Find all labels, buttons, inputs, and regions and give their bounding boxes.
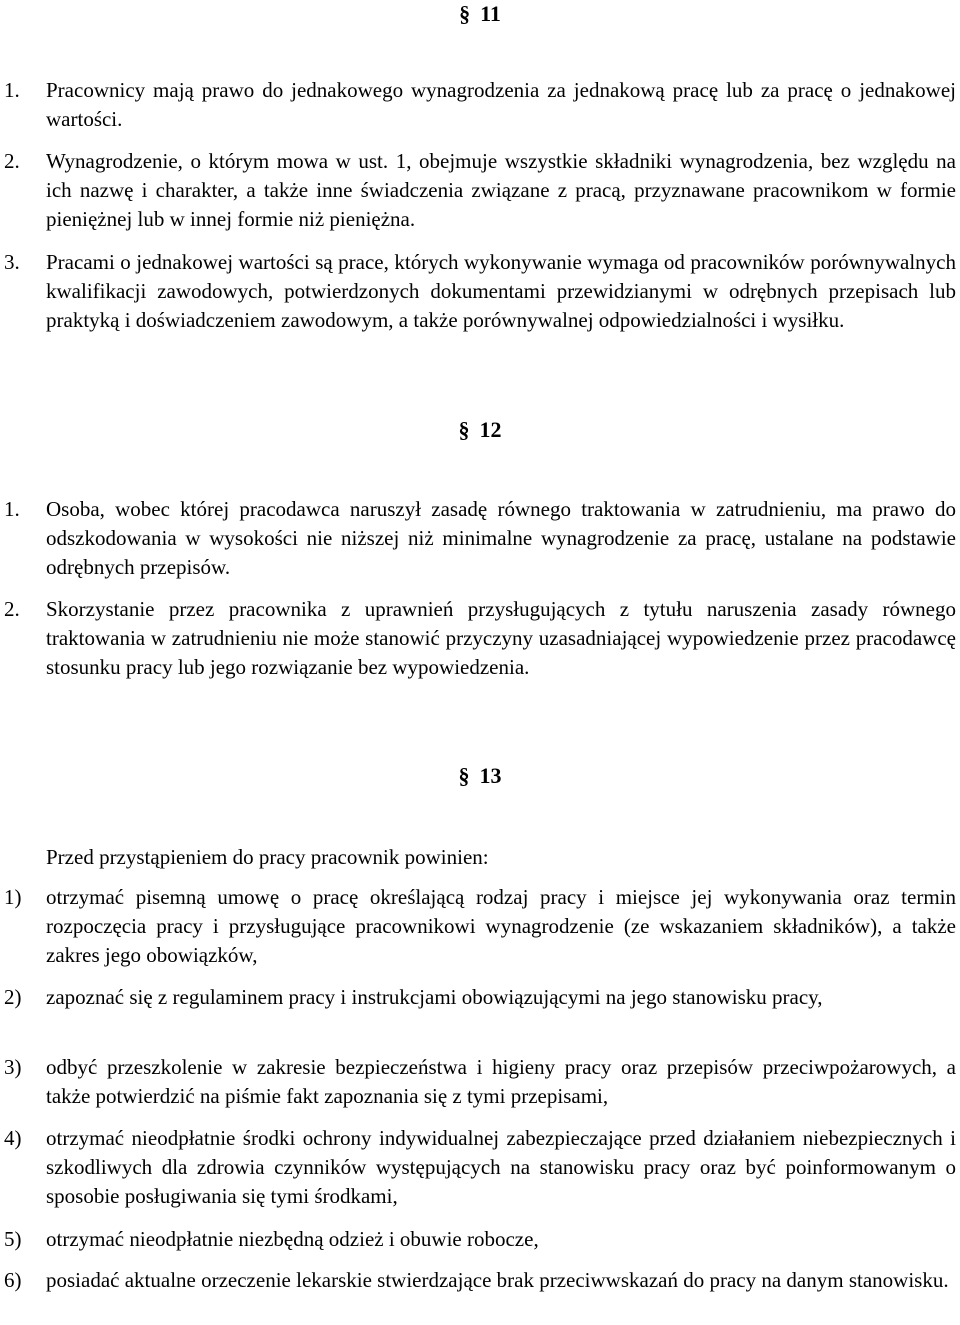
section-heading-11 <box>0 2 960 26</box>
list-item-text: posiadać aktualne orzeczenie lekarskie stwierdzające brak przeciwwskazań do pracy na danym stanowisku. <box>46 1268 949 1292</box>
list-item-text: otrzymać pisemną umowę o pracę określającą rodzaj pracy i miejsce jej wykonywania oraz termin rozpoczęcia pracy i przysługujące pracownikowi wynagrodzenie (ze wskazaniem składników), a także zakres jego obowiązków, <box>46 885 956 967</box>
paragraph-11-3 <box>0 248 956 335</box>
paragraph-11-1 <box>0 76 956 134</box>
list-item-13-4 <box>0 1124 956 1211</box>
paragraph-text: Osoba, wobec której pracodawca naruszył zasadę równego traktowania w zatrudnieniu, ma prawo do odszkodowania w wysokości nie niższej niż minimalne wynagrodzenie za pracę, ustalane na podstawie odrębnych przepisów. <box>46 497 956 579</box>
list-item-13-6 <box>0 1266 956 1295</box>
section-sign: § <box>458 763 470 788</box>
list-item-text: zapoznać się z regulaminem pracy i instrukcjami obowiązującymi na jego stanowisku pracy, <box>46 985 823 1009</box>
paragraph-text: Wynagrodzenie, o którym mowa w ust. 1, obejmuje wszystkie składniki wynagrodzenia, bez względu na ich nazwę i charakter, a także inne świadczenia związane z pracą, przyznawane pracownikom w formie pieniężnej lub w innej formie niż pieniężna. <box>46 149 956 231</box>
list-item-13-2 <box>0 983 956 1012</box>
list-item-text: otrzymać nieodpłatnie niezbędną odzież i obuwie robocze, <box>46 1227 539 1251</box>
paragraph-text: Pracownicy mają prawo do jednakowego wynagrodzenia za jednakową pracę lub za pracę o jednakowej wartości. <box>46 78 956 131</box>
list-item-13-3 <box>0 1053 956 1111</box>
list-item-13-1 <box>0 883 956 970</box>
section-number: 12 <box>479 417 502 442</box>
list-item-number: 6) <box>4 1268 22 1292</box>
paragraph-number: 2. <box>4 149 20 173</box>
paragraph-number: 2. <box>4 597 20 621</box>
paragraph-12-1 <box>0 495 956 582</box>
section-number: 13 <box>479 763 502 788</box>
list-item-number: 4) <box>4 1126 22 1150</box>
section-heading-12 <box>0 418 960 442</box>
paragraph-text: Skorzystanie przez pracownika z uprawnień przysługujących z tytułu naruszenia zasady równego traktowania w zatrudnieniu nie może stanowić przyczyny uzasadniającej wypowiedzenie przez pracodawcę stosunku pracy lub jego rozwiązanie bez wypowiedzenia. <box>46 597 956 679</box>
list-item-number: 5) <box>4 1227 22 1251</box>
paragraph-12-2 <box>0 595 956 682</box>
paragraph-number: 1. <box>4 78 20 102</box>
section-sign: § <box>459 1 471 26</box>
list-item-number: 1) <box>4 885 22 909</box>
list-item-text: otrzymać nieodpłatnie środki ochrony indywidualnej zabezpieczające przed działaniem niebezpiecznych i szkodliwych dla zdrowia czynników występujących na stanowisku pracy oraz być poinformowanym o sposobie posługiwania się tymi środkami, <box>46 1126 956 1208</box>
paragraph-number: 1. <box>4 497 20 521</box>
section-sign: § <box>458 417 470 442</box>
paragraph-text: Pracami o jednakowej wartości są prace, których wykonywanie wymaga od pracowników porównywalnych kwalifikacji zawodowych, potwierdzonych dokumentami przewidzianymi w odrębnych przepisach lub praktyką i doświadczeniem zawodowym, a także porównywalnej odpowiedzialności i wysiłku. <box>46 250 956 332</box>
paragraph-11-2 <box>0 147 956 234</box>
section-lead-text: Przed przystąpieniem do pracy pracownik powinien: <box>46 845 489 869</box>
list-item-number: 2) <box>4 985 22 1009</box>
list-item-number: 3) <box>4 1055 22 1079</box>
paragraph-number: 3. <box>4 250 20 274</box>
list-item-text: odbyć przeszkolenie w zakresie bezpieczeństwa i higieny pracy oraz przepisów przeciwpożarowych, a także potwierdzić na piśmie fakt zapoznania się z tymi przepisami, <box>46 1055 956 1108</box>
section-number: 11 <box>480 1 501 26</box>
list-item-13-5 <box>0 1225 956 1254</box>
section-heading-13 <box>0 764 960 788</box>
